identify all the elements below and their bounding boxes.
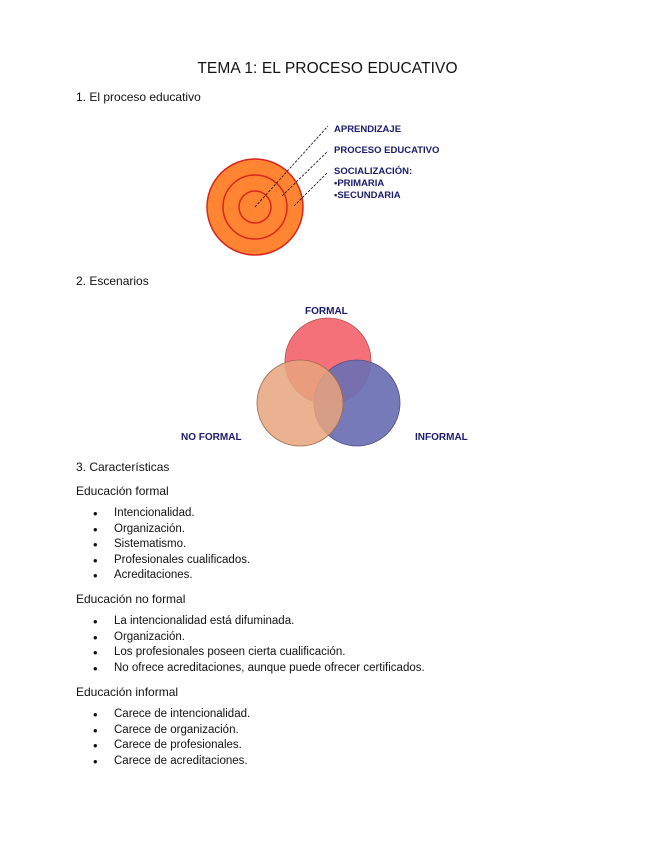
label-formal: FORMAL: [305, 306, 348, 317]
venn-circle-no-formal: [257, 360, 343, 446]
list-item: • Acreditaciones.: [76, 568, 250, 584]
subheading-educacion-no-formal: Educación no formal: [76, 592, 186, 606]
leader-lines: [255, 126, 328, 207]
subheading-educacion-informal: Educación informal: [76, 685, 179, 699]
list-item: • Intencionalidad.: [76, 506, 250, 522]
list-item: • Carece de profesionales.: [76, 738, 250, 754]
subheading-educacion-formal: Educación formal: [76, 484, 169, 498]
label-primaria: •PRIMARIA: [334, 178, 385, 189]
list-item: • Organización.: [76, 630, 425, 646]
label-proceso-educativo: PROCESO EDUCATIVO: [334, 145, 440, 156]
section-heading-escenarios: 2. Escenarios: [76, 274, 149, 288]
venn-circle-formal: [285, 318, 371, 404]
list-educacion-informal: [76, 707, 250, 769]
label-socializacion: SOCIALIZACIÓN:: [334, 166, 413, 177]
venn-diagram: [257, 318, 400, 446]
list-item: • Sistematismo.: [76, 537, 250, 553]
concentric-circles: [207, 159, 303, 255]
middle-circle: [223, 175, 287, 239]
leader-line-aprendizaje: [255, 126, 328, 207]
list-educacion-no-formal: [76, 614, 425, 676]
list-item: • Carece de intencionalidad.: [76, 707, 250, 723]
label-aprendizaje: APRENDIZAJE: [334, 124, 402, 135]
list-item: • Profesionales cualificados.: [76, 553, 250, 569]
list-item: • Los profesionales poseen cierta cualificación.: [76, 645, 425, 661]
inner-circle: [239, 191, 271, 223]
label-no-formal: NO FORMAL: [181, 432, 242, 443]
leader-line-proceso: [282, 151, 328, 196]
page-title: TEMA 1: EL PROCESO EDUCATIVO: [197, 60, 458, 77]
label-informal: INFORMAL: [415, 432, 468, 443]
list-item: • La intencionalidad está difuminada.: [76, 614, 425, 630]
label-secundaria: •SECUNDARIA: [334, 190, 401, 201]
list-item: • No ofrece acreditaciones, aunque puede ofrecer certificados.: [76, 661, 425, 677]
outer-circle: [207, 159, 303, 255]
list-item: • Carece de organización.: [76, 723, 250, 739]
leader-line-socializacion: [294, 172, 328, 206]
list-item: • Organización.: [76, 522, 250, 538]
section-heading-proceso: 1. El proceso educativo: [76, 90, 201, 104]
section-heading-caracteristicas: 3. Características: [76, 460, 170, 474]
venn-circle-informal: [314, 360, 400, 446]
list-educacion-formal: [76, 506, 250, 584]
list-item: • Carece de acreditaciones.: [76, 754, 250, 770]
